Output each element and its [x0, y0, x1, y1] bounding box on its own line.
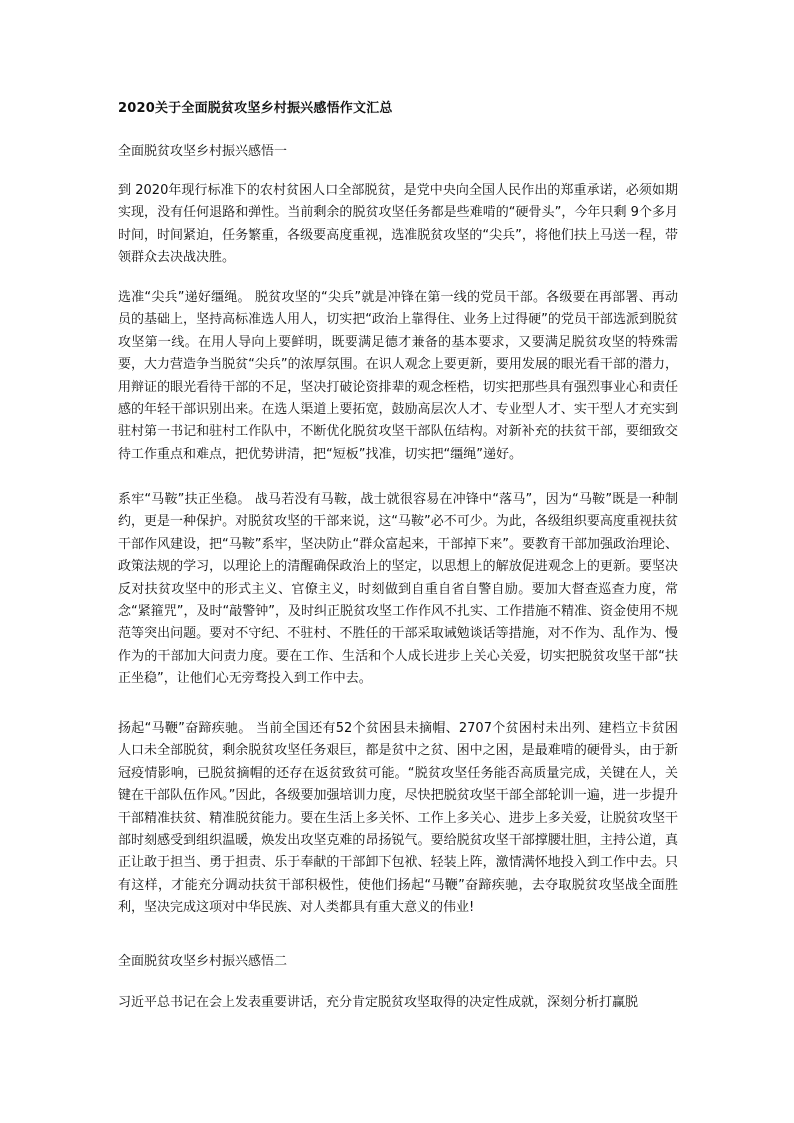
paragraph-1: 到 2020年现行标准下的农村贫困人口全部脱贫，是党中央向全国人民作出的郑重承诺，必须如期实现，没有任何退路和弹性。当前剩余的脱贫攻坚任务都是些难啃的“硬骨头”，今年只剩 9个多月时间，时间紧迫，任务繁重，各级要高度重视，选准脱贫攻坚的“尖兵”，将他们扶上马送一程，带领群众去决战决胜。: [118, 183, 678, 266]
paragraph-2: 选准“尖兵”递好缰绳。 脱贫攻坚的“尖兵”就是冲锋在第一线的党员干部。各级要在再部署、再动员的基础上，坚持高标准选人用人，切实把“政治上靠得住、业务上过得硬”的党员干部选派到脱贫攻坚第一线。在用人导向上要鲜明，既要满足德才兼备的基本要求，又要满足脱贫攻坚的特殊需要，大力营造争当脱贫“尖兵”的浓厚氛围。在识人观念上要更新，要用发展的眼光看干部的潜力，用辩证的眼光看待干部的不足，坚决打破论资排辈的观念桎梏，切实把那些具有强烈事业心和责任感的年轻干部识别出来。在选人渠道上要拓宽，鼓励高层次人才、专业型人才、实干型人才充实到驻村第一书记和驻村工作队中，不断优化脱贫攻坚干部队伍结构。对新补充的扶贫干部，要细致交待工作重点和难点，把优势讲清，把“短板”找准，切实把“缰绳”递好。: [118, 290, 678, 462]
document-title: 2020关于全面脱贫攻坚乡村振兴感悟作文汇总: [118, 101, 393, 116]
paragraph-4: 扬起“马鞭”奋蹄疾驰。 当前全国还有52个贫困县未摘帽、2707个贫困村未出列、建档立卡贫困人口未全部脱贫，剩余脱贫攻坚任务艰巨，都是贫中之贫、困中之困，是最难啃的硬骨头，由于新冠疫情影响，已脱贫摘帽的还存在返贫致贫可能。“脱贫攻坚任务能否高质量完成，关键在人，关键在干部队伍作风。”因此，各级要加强培训力度，尽快把脱贫攻坚干部全部轮训一遍，进一步提升干部精准扶贫、精准脱贫能力。要在生活上多关怀、工作上多关心、进步上多关爱，让脱贫攻坚干部时刻感受到组织温暖，焕发出攻坚克难的昂扬锐气。要给脱贫攻坚干部撑腰壮胆，主持公道，真正让敢于担当、勇于担责、乐于奉献的干部卸下包袱、轻装上阵，激情满怀地投入到工作中去。只有这样，才能充分调动扶贫干部积极性，使他们扬起“马鞭”奋蹄疾驰，去夺取脱贫攻坚战全面胜利，坚决完成这项对中华民族、对人类都具有重大意义的伟业!: [118, 721, 678, 916]
paragraph-3: 系牢“马鞍”扶正坐稳。 战马若没有马鞍，战士就很容易在冲锋中“落马”，因为“马鞍”既是一种制约，更是一种保护。对脱贫攻坚的干部来说，这“马鞍”必不可少。为此，各级组织要高度重视扶贫干部作风建设，把“马鞍”系牢，坚决防止“群众富起来，干部掉下来”。要教育干部加强政治理论、政策法规的学习，以理论上的清醒确保政治上的坚定，以思想上的解放促进观念上的更新。要坚决反对扶贫攻坚中的形式主义、官僚主义，时刻做到自重自省自警自励。要加大督查巡查力度，常念“紧箍咒”，及时“敲警钟”，及时纠正脱贫攻坚工作作风不扎实、工作措施不精准、资金使用不规范等突出问题。要对不守纪、不驻村、不胜任的干部采取诫勉谈话等措施，对不作为、乱作为、慢作为的干部加大问责力度。要在工作、生活和个人成长进步上关心关爱，切实把脱贫攻坚干部“扶正坐稳”，让他们心无旁骛投入到工作中去。: [118, 492, 678, 687]
section-heading-1: 全面脱贫攻坚乡村振兴感悟一: [118, 144, 288, 159]
paragraph-5: 习近平总书记在会上发表重要讲话，充分肯定脱贫攻坚取得的决定性成就，深刻分析打赢脱: [118, 995, 639, 1010]
section-heading-2: 全面脱贫攻坚乡村振兴感悟二: [118, 954, 288, 969]
